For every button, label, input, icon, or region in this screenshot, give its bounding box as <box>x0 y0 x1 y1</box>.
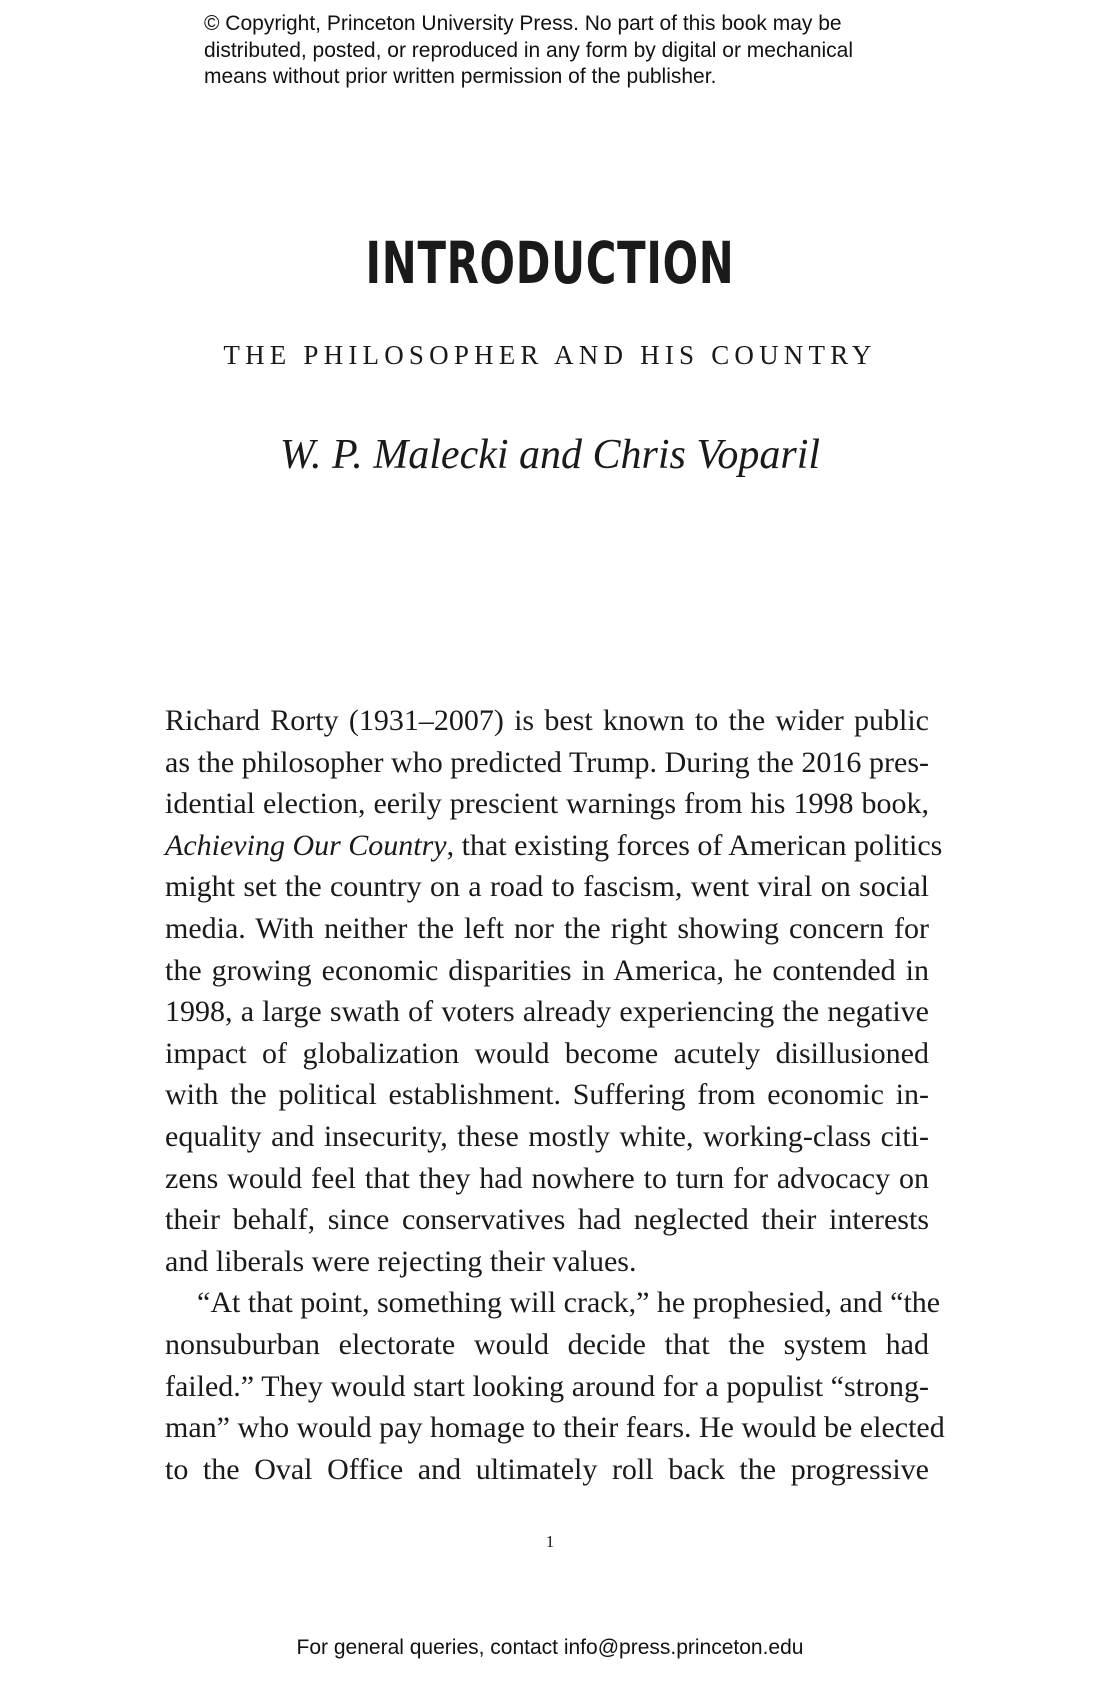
text-line: to the Oval Office and ultimately roll back the progressive <box>165 1452 929 1486</box>
text-line: as the philosopher who predicted Trump. During the 2016 pres- <box>165 745 929 779</box>
copyright-line: © Copyright, Princeton University Press. No part of this book may be <box>204 12 842 35</box>
text-line: 1998, a large swath of voters already experiencing the negative <box>165 995 929 1029</box>
text-line: impact of globalization would become acutely disillusioned <box>165 1036 929 1070</box>
text-line: might set the country on a road to fascism, went viral on social <box>165 870 929 904</box>
text-line: their behalf, since conservatives had neglected their interests <box>165 1203 929 1237</box>
copyright-line: distributed, posted, or reproduced in any form by digital or mechanical <box>204 38 854 62</box>
text-line: zens would feel that they had nowhere to turn for advocacy on <box>165 1161 929 1195</box>
text-line: the growing economic disparities in America, he contended in <box>165 953 929 987</box>
chapter-authors: W. P. Malecki and Chris Voparil <box>279 432 821 478</box>
footer-contact: For general queries, contact info@press.princeton.edu <box>296 1636 804 1659</box>
text-line: equality and insecurity, these mostly white, working-class citi- <box>165 1119 929 1153</box>
text-line: with the political establishment. Suffering from economic in- <box>165 1078 929 1112</box>
text-line: idential election, eerily prescient warnings from his 1998 book, <box>165 787 929 821</box>
text-line: nonsuburban electorate would decide that the system had <box>165 1327 929 1361</box>
copyright-line: means without prior written permission of the publisher. <box>204 65 717 88</box>
paragraph-1 <box>165 700 943 1282</box>
body-text <box>165 700 945 1490</box>
text-line: man” who would pay homage to their fears. He would be elected <box>165 1411 945 1445</box>
copyright-notice <box>204 11 924 91</box>
text-line: Richard Rorty (1931–2007) is best known to the wider public <box>165 704 929 737</box>
text-line: failed.” They would start looking around for a populist “strong- <box>165 1369 929 1403</box>
text-line <box>165 825 943 867</box>
text-fragment: , that existing forces of American politics <box>446 828 943 862</box>
chapter-title: INTRODUCTION <box>365 229 735 297</box>
text-line: media. With neither the left nor the right showing concern for <box>165 911 929 945</box>
page-number: 1 <box>545 1532 555 1551</box>
text-line: and liberals were rejecting their values. <box>165 1244 637 1278</box>
chapter-subtitle: THE PHILOSOPHER AND HIS COUNTRY <box>223 340 877 370</box>
paragraph-2 <box>165 1282 945 1490</box>
book-title-italic: Achieving Our Country <box>165 828 447 862</box>
text-line: “At that point, something will crack,” he prophesied, and “the <box>197 1286 941 1320</box>
